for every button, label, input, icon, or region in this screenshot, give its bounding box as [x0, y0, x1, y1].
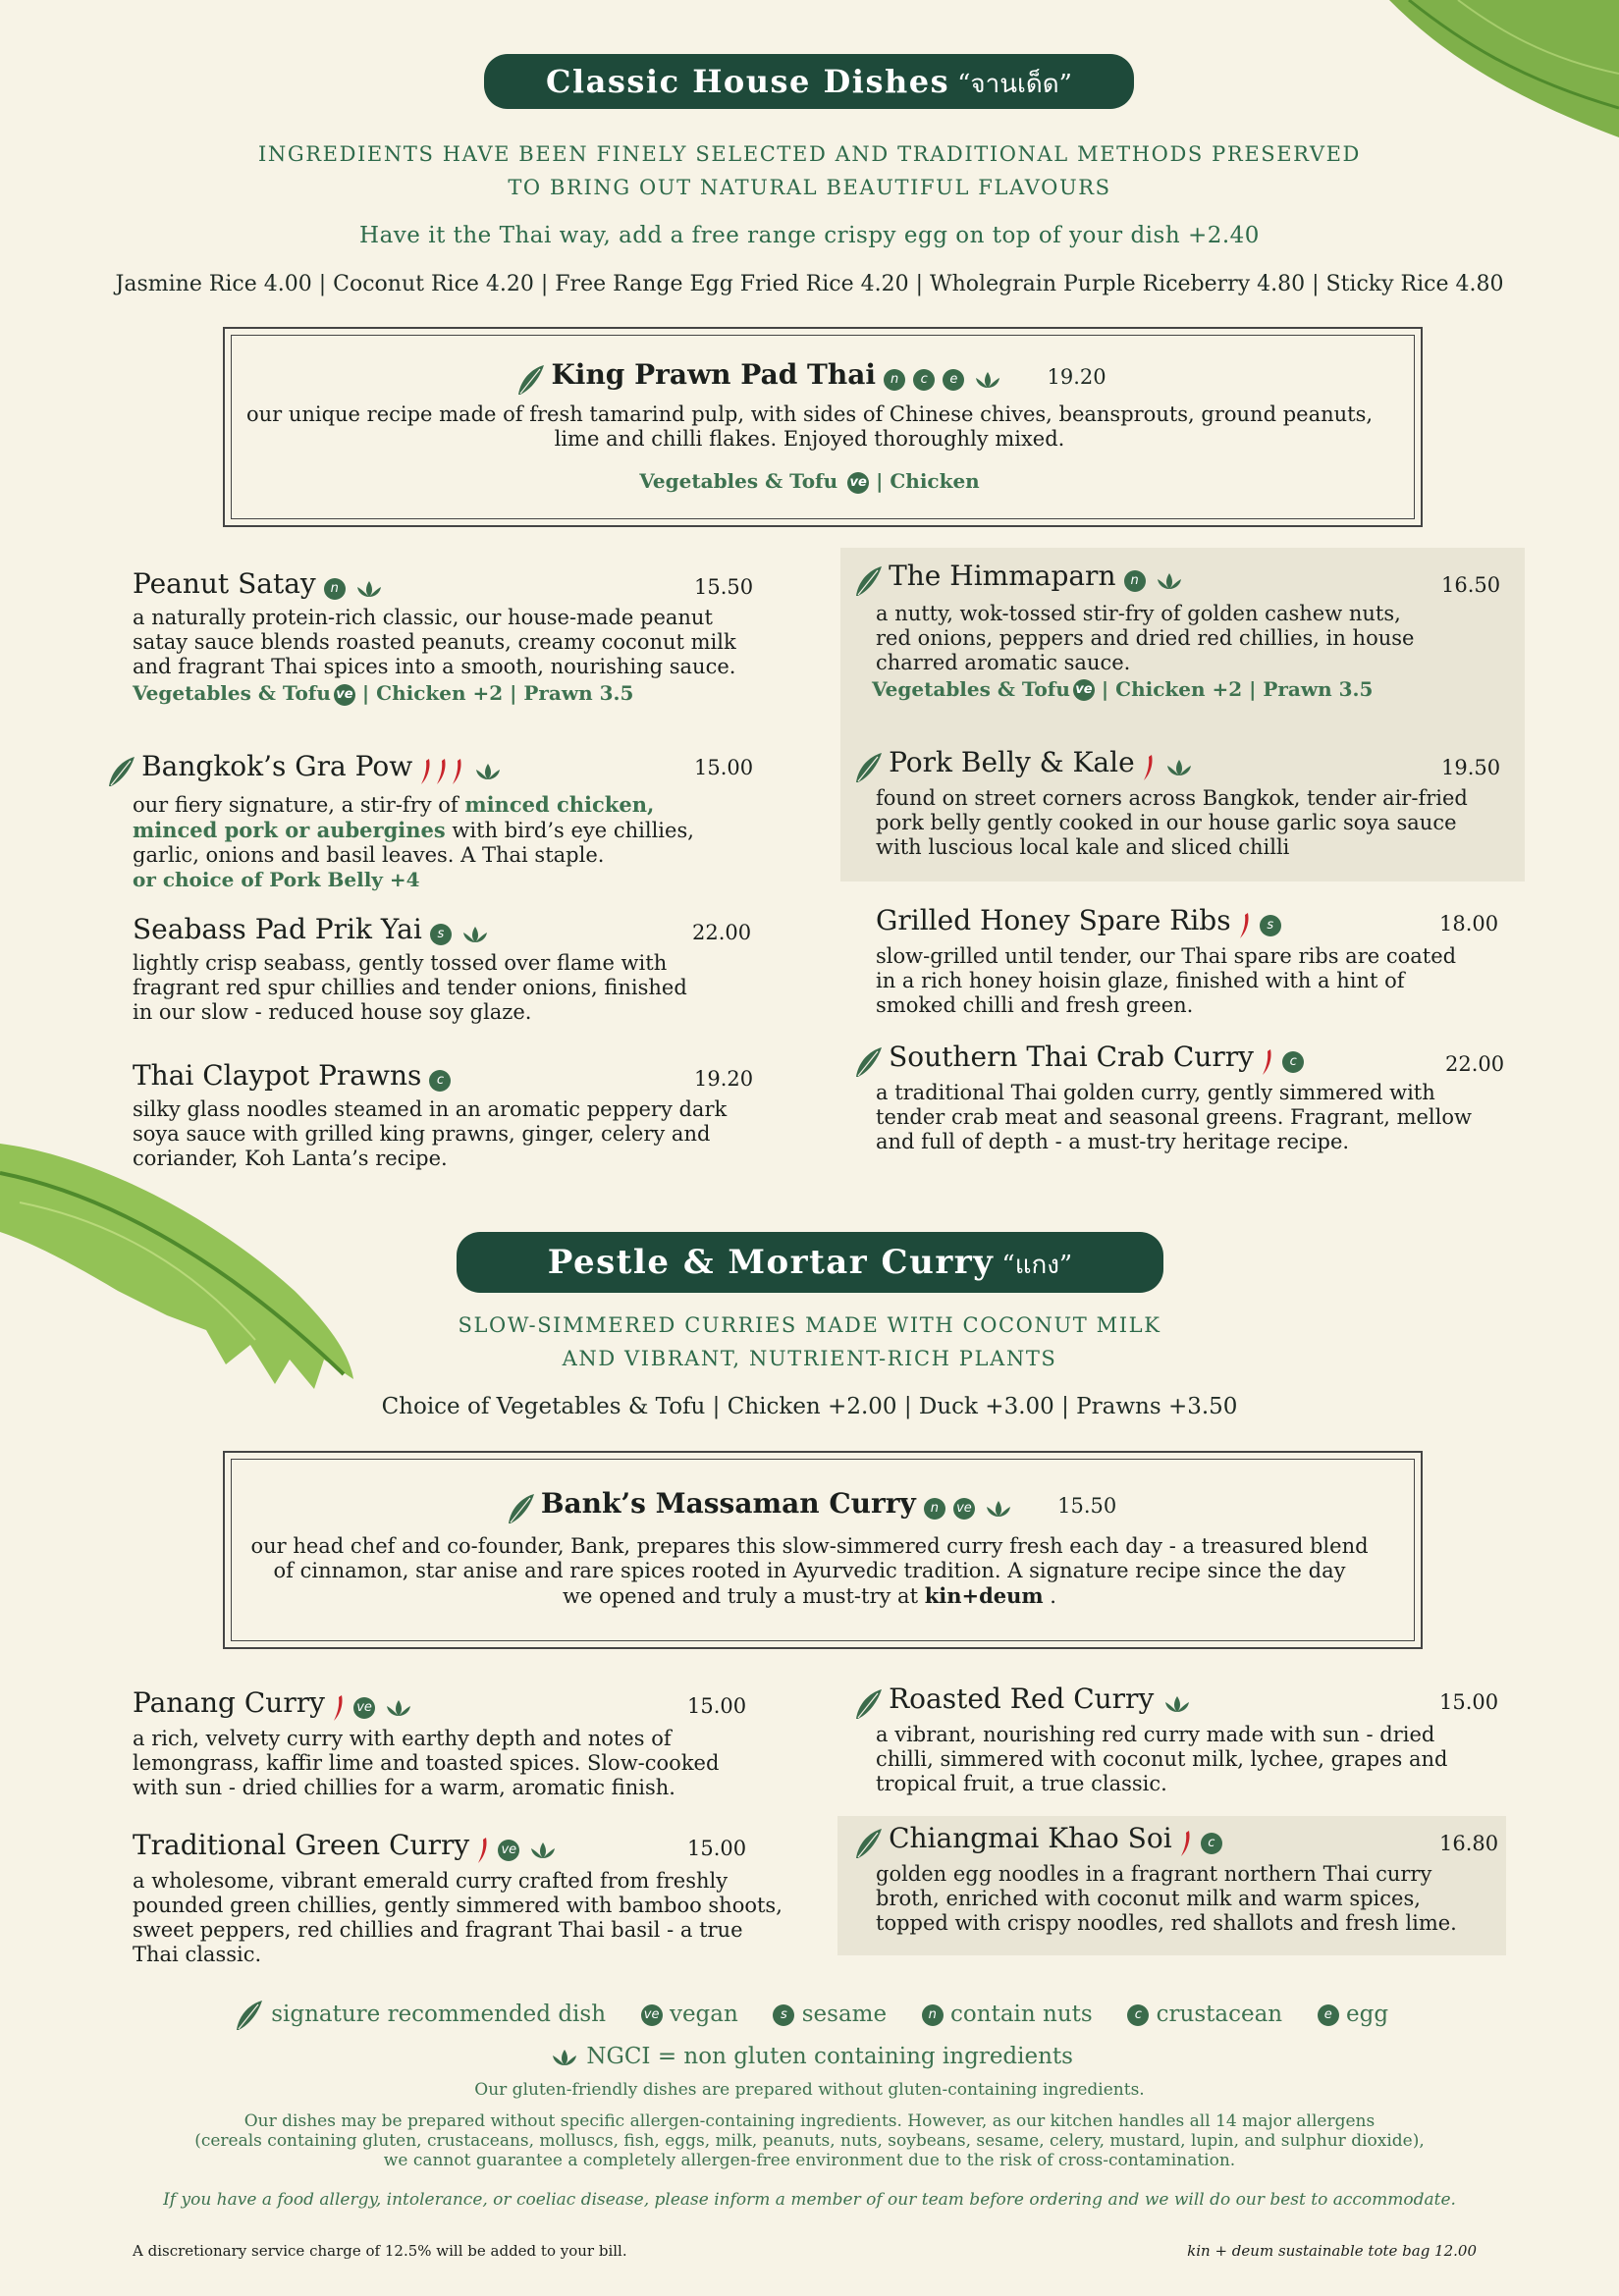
intro-line-2: TO BRING OUT NATURAL BEAUTIFUL FLAVOURS: [508, 176, 1111, 199]
egg-icon: e: [943, 369, 964, 391]
ngci-lotus-icon: [460, 925, 490, 944]
desc-line: a traditional Thai golden curry, gently simmered with: [876, 1080, 1435, 1104]
dish-price: 19.50: [1441, 756, 1501, 779]
legend-row: [0, 1999, 1619, 2032]
dish-name: Peanut Satay: [133, 567, 316, 600]
dish-options: [133, 681, 761, 706]
legend-egg: egg: [1346, 2002, 1389, 2027]
desc-line: soya sauce with grilled king prawns, ginger, celery and: [133, 1122, 711, 1146]
choice-line: Choice of Vegetables & Tofu | Chicken +2.00 | Duck +3.00 | Prawns +3.50: [381, 1394, 1238, 1419]
desc-line: satay sauce blends roasted peanuts, creamy coconut milk: [133, 630, 736, 654]
section1-intro: [0, 137, 1619, 204]
dish-description: [876, 944, 1504, 1018]
desc-line: with sun - dried chillies for a warm, aromatic finish.: [133, 1775, 675, 1799]
dish-green-curry: [133, 1829, 790, 1967]
dish-price: 16.50: [1441, 573, 1501, 597]
legend-nuts: contain nuts: [950, 2002, 1093, 2027]
allergen-note: [0, 2111, 1619, 2170]
desc-line: topped with crispy noodles, red shallots and fresh lime.: [876, 1910, 1457, 1935]
desc-text: with bird’s eye chillies,: [445, 818, 694, 842]
featured-dish-name: King Prawn Pad Thai: [551, 358, 877, 391]
sesame-icon: s: [773, 2004, 794, 2026]
signature-leaf-icon: [507, 1492, 536, 1525]
dish-description: [133, 606, 761, 679]
dish-seabass: [133, 913, 761, 1025]
signature-leaf-icon: [107, 755, 136, 788]
dish-name: Southern Thai Crab Curry: [889, 1041, 1254, 1073]
desc-line: golden egg noodles in a fragrant northern Thai curry: [876, 1861, 1432, 1886]
featured-pad-thai-title-row: [0, 358, 1619, 397]
desc-line: smoked chilli and fresh green.: [876, 992, 1194, 1017]
signature-leaf-icon: [516, 363, 546, 397]
signature-leaf-icon: [854, 751, 884, 784]
egg-note: Have it the Thai way, add a free range crispy egg on top of your dish +2.40: [359, 223, 1260, 248]
desc-line: sweet peppers, red chillies and fragrant Thai basil - a true: [133, 1917, 743, 1942]
desc-line: a wholesome, vibrant emerald curry crafted from freshly: [133, 1868, 729, 1893]
dish-price: 15.00: [1439, 1690, 1499, 1714]
dish-price: 22.00: [692, 921, 752, 944]
desc-line: our unique recipe made of fresh tamarind pulp, with sides of Chinese chives, beansprouts, ground peanuts,: [245, 402, 1374, 426]
tote-bag-note: kin + deum sustainable tote bag 12.00: [1187, 2242, 1477, 2260]
crustacean-icon: c: [1282, 1051, 1304, 1073]
desc-line: and full of depth - a must-try heritage recipe.: [876, 1129, 1350, 1153]
section-title-classic-house-dishes: [484, 54, 1134, 109]
dish-price: 19.20: [694, 1067, 754, 1091]
dish-name: Traditional Green Curry: [133, 1829, 470, 1861]
dish-price: 16.80: [1439, 1832, 1499, 1855]
chili-icon: [419, 757, 433, 786]
ngci-lotus-icon: [973, 370, 1002, 390]
desc-text: our fiery signature, a stir-fry of: [133, 792, 465, 817]
ngci-lotus-icon: [1155, 571, 1184, 591]
ngci-lotus-icon: [473, 762, 503, 781]
section-title-text: Pestle & Mortar Curry: [547, 1243, 995, 1282]
dish-roasted-red-curry: [850, 1682, 1498, 1796]
contains-nuts-icon: n: [1124, 570, 1146, 592]
desc-line: and fragrant Thai spices into a smooth, nourishing sauce.: [133, 655, 736, 678]
egg-icon: e: [1318, 2004, 1339, 2026]
dish-description: [850, 1723, 1498, 1796]
desc-line: silky glass noodles steamed in an aromatic peppery dark: [133, 1097, 728, 1121]
ngci-lotus-icon: [354, 579, 384, 599]
signature-leaf-icon: [235, 1999, 264, 2032]
dish-honey-spare-ribs: [876, 904, 1504, 1018]
crustacean-icon: c: [913, 369, 935, 391]
dish-description: [850, 1081, 1508, 1154]
service-charge-note: A discretionary service charge of 12.5% will be added to your bill.: [133, 2242, 627, 2260]
chili-icon: [332, 1693, 346, 1723]
signature-leaf-icon: [854, 1687, 884, 1721]
desc-line: with luscious local kale and sliced chilli: [876, 834, 1290, 859]
vegan-icon: ve: [353, 1697, 375, 1719]
dish-pork-belly-kale: [850, 746, 1501, 860]
desc-line: charred aromatic sauce.: [876, 650, 1131, 674]
desc-line: tropical fruit, a true classic.: [876, 1771, 1167, 1795]
chili-icon: [476, 1836, 490, 1865]
sesame-icon: s: [430, 924, 452, 945]
legend-ngci-text: NGCI = non gluten containing ingredients: [586, 2044, 1073, 2069]
desc-line: lightly crisp seabass, gently tossed over flame with: [133, 951, 668, 975]
dish-description: [133, 1727, 761, 1800]
chili-icon: [451, 757, 464, 786]
dish-crab-curry: [850, 1041, 1508, 1154]
dish-options: or choice of Pork Belly +4: [133, 867, 420, 891]
allergen-line: we cannot guarantee a completely allergen-free environment due to the risk of cross-contamination.: [383, 2151, 1236, 2170]
desc-highlight: minced chicken,: [464, 791, 655, 817]
desc-line: tender crab meat and seasonal greens. Fragrant, mellow: [876, 1104, 1472, 1129]
dish-price: 15.00: [687, 1837, 747, 1860]
allergen-line: Our dishes may be prepared without specific allergen-containing ingredients. However, as our kitchen handles all 14 major allergens: [243, 2111, 1376, 2131]
desc-line: a rich, velvety curry with earthy depth and notes of: [133, 1726, 672, 1750]
dish-price: 15.00: [694, 756, 754, 779]
dish-gra-pow: [103, 750, 761, 892]
legend-vegan: vegan: [669, 2002, 738, 2027]
intro-line-2: AND VIBRANT, NUTRIENT-RICH PLANTS: [562, 1347, 1057, 1370]
crustacean-icon: c: [429, 1070, 451, 1092]
featured-massaman-description: [0, 1534, 1619, 1609]
chili-icon: [1238, 911, 1252, 940]
dish-name: The Himmaparn: [889, 560, 1116, 592]
option-veg-tofu: Vegetables & Tofu: [639, 469, 838, 493]
dish-name: Pork Belly & Kale: [889, 746, 1135, 778]
dish-claypot-prawns: [133, 1059, 761, 1171]
desc-line: garlic, onions and basil leaves. A Thai staple.: [133, 842, 605, 867]
rice-line: Jasmine Rice 4.00 | Coconut Rice 4.20 | Free Range Egg Fried Rice 4.20 | Wholegrain Purple Riceberry 4.80 | Sticky Rice 4.80: [115, 272, 1504, 296]
option-extras: | Chicken +2 | Prawn 3.5: [1101, 676, 1374, 701]
desc-line: lemongrass, kaffir lime and toasted spices. Slow-cooked: [133, 1750, 720, 1775]
desc-line: in our slow - reduced house soy glaze.: [133, 1000, 532, 1024]
desc-line: lime and chilli flakes. Enjoyed thoroughly mixed.: [554, 427, 1065, 451]
featured-dish-price: 15.50: [1057, 1494, 1117, 1518]
featured-pad-thai-description: [0, 402, 1619, 452]
dish-price: 15.50: [694, 575, 754, 599]
dish-himmaparn: [850, 560, 1501, 701]
option-veg-tofu: Vegetables & Tofu: [133, 681, 331, 705]
contains-nuts-icon: n: [924, 1498, 945, 1520]
dish-peanut-satay: [133, 567, 761, 706]
dish-description: [133, 1097, 761, 1171]
contains-nuts-icon: n: [324, 578, 346, 600]
dish-name: Bangkok’s Gra Pow: [141, 750, 413, 782]
dish-description: [850, 602, 1498, 675]
option-extras: | Chicken +2 | Prawn 3.5: [361, 681, 634, 705]
chili-icon: [1142, 753, 1156, 782]
desc-line: our head chef and co-founder, Bank, prepares this slow-simmered curry fresh each day - a treasured blend: [250, 1534, 1369, 1558]
legend-crustacean: crustacean: [1156, 2002, 1283, 2027]
dish-options: [850, 677, 1498, 702]
desc-text: .: [1043, 1584, 1056, 1608]
featured-pad-thai-options: [0, 469, 1619, 494]
dish-name: Chiangmai Khao Soi: [889, 1822, 1172, 1854]
ngci-lotus-icon: [1162, 1694, 1192, 1714]
section-title-thai: “แกง”: [1001, 1251, 1073, 1280]
allergy-inform-note: If you have a food allergy, intolerance, or coeliac disease, please inform a member of our team before ordering and we will do our best to accommodate.: [163, 2190, 1456, 2210]
dish-name: Seabass Pad Prik Yai: [133, 913, 422, 945]
dish-description: [133, 1869, 790, 1967]
section-title-text: Classic House Dishes: [546, 63, 950, 100]
signature-leaf-icon: [854, 564, 884, 598]
dish-panang-curry: [133, 1686, 761, 1800]
contains-nuts-icon: n: [884, 369, 905, 391]
legend-ngci: [0, 2044, 1619, 2069]
chili-icon: [435, 757, 449, 786]
featured-massaman-title-row: [0, 1487, 1619, 1525]
vegan-icon: ve: [641, 2004, 663, 2026]
desc-line: a naturally protein-rich classic, our house-made peanut: [133, 606, 713, 629]
ngci-lotus-icon: [550, 2048, 579, 2067]
dish-name: Grilled Honey Spare Ribs: [876, 904, 1231, 936]
desc-line: Thai classic.: [133, 1942, 262, 1966]
option-veg-tofu: Vegetables & Tofu: [872, 676, 1070, 701]
legend-signature: signature recommended dish: [271, 2002, 607, 2027]
featured-dish-price: 19.20: [1047, 365, 1106, 389]
brand-name: kin+deum: [924, 1583, 1044, 1608]
vegan-icon: ve: [334, 684, 355, 706]
featured-dish-name: Bank’s Massaman Curry: [540, 1487, 916, 1520]
intro-line-1: INGREDIENTS HAVE BEEN FINELY SELECTED AND TRADITIONAL METHODS PRESERVED: [258, 142, 1361, 166]
option-chicken: | Chicken: [876, 469, 980, 493]
vegan-icon: ve: [498, 1840, 519, 1861]
vegan-icon: ve: [847, 472, 869, 494]
ngci-lotus-icon: [984, 1499, 1013, 1519]
section2-intro: [0, 1308, 1619, 1375]
chili-icon: [1179, 1829, 1193, 1858]
desc-line: broth, enriched with coconut milk and warm spices,: [876, 1886, 1421, 1910]
crustacean-icon: c: [1127, 2004, 1149, 2026]
vegan-icon: ve: [953, 1498, 975, 1520]
desc-line: slow-grilled until tender, our Thai spare ribs are coated: [876, 943, 1457, 968]
gluten-friendly-note: Our gluten-friendly dishes are prepared without gluten-containing ingredients.: [474, 2080, 1145, 2100]
section-title-thai: “จานเด็ด”: [957, 70, 1072, 99]
desc-highlight: minced pork or aubergines: [133, 817, 446, 842]
crustacean-icon: c: [1201, 1833, 1222, 1854]
legend-sesame: sesame: [801, 2002, 888, 2027]
desc-line: pork belly gently cooked in our house garlic soya sauce: [876, 810, 1457, 834]
desc-line: in a rich honey hoisin glaze, finished with a hint of: [876, 968, 1405, 992]
chili-icon: [1261, 1047, 1274, 1077]
signature-leaf-icon: [854, 1045, 884, 1079]
ngci-lotus-icon: [1164, 758, 1194, 777]
dish-name: Roasted Red Curry: [889, 1682, 1155, 1715]
dish-description: [850, 1862, 1498, 1936]
dish-name: Panang Curry: [133, 1686, 325, 1719]
dish-khao-soi: [850, 1822, 1498, 1936]
ngci-lotus-icon: [528, 1841, 558, 1860]
desc-line: coriander, Koh Lanta’s recipe.: [133, 1147, 448, 1170]
dish-description: [133, 951, 761, 1025]
sesame-icon: s: [1260, 915, 1281, 936]
dish-description: [850, 786, 1498, 860]
banana-leaf-top-right: [1370, 0, 1619, 147]
desc-line: a nutty, wok-tossed stir-fry of golden cashew nuts,: [876, 601, 1401, 625]
dish-description: [103, 792, 761, 892]
section-title-pestle-mortar-curry: [457, 1232, 1163, 1293]
desc-line: chilli, simmered with coconut milk, lychee, grapes and: [876, 1746, 1448, 1771]
intro-line-1: SLOW-SIMMERED CURRIES MADE WITH COCONUT MILK: [458, 1313, 1161, 1337]
desc-line: pounded green chillies, gently simmered with bamboo shoots,: [133, 1893, 783, 1917]
desc-line: fragrant red spur chillies and tender onions, finished: [133, 976, 687, 999]
signature-leaf-icon: [854, 1827, 884, 1860]
desc-text: we opened and truly a must-try at: [563, 1584, 925, 1608]
desc-line: found on street corners across Bangkok, tender air-fried: [876, 785, 1468, 810]
dish-price: 15.00: [687, 1694, 747, 1718]
dish-price: 22.00: [1445, 1052, 1505, 1076]
desc-line: of cinnamon, star anise and rare spices rooted in Ayurvedic tradition. A signature recipe since the day: [273, 1559, 1346, 1582]
allergen-line: (cereals containing gluten, crustaceans, molluscs, fish, eggs, milk, peanuts, nuts, soybeans, sesame, celery, mustard, lupin, and sulphur dioxide),: [194, 2131, 1425, 2151]
dish-name: Thai Claypot Prawns: [133, 1059, 422, 1092]
contains-nuts-icon: n: [922, 2004, 944, 2026]
desc-line: a vibrant, nourishing red curry made with sun - dried: [876, 1722, 1435, 1746]
desc-line: red onions, peppers and dried red chillies, in house: [876, 625, 1415, 650]
ngci-lotus-icon: [384, 1698, 413, 1718]
vegan-icon: ve: [1073, 679, 1095, 701]
dish-price: 18.00: [1439, 912, 1499, 935]
